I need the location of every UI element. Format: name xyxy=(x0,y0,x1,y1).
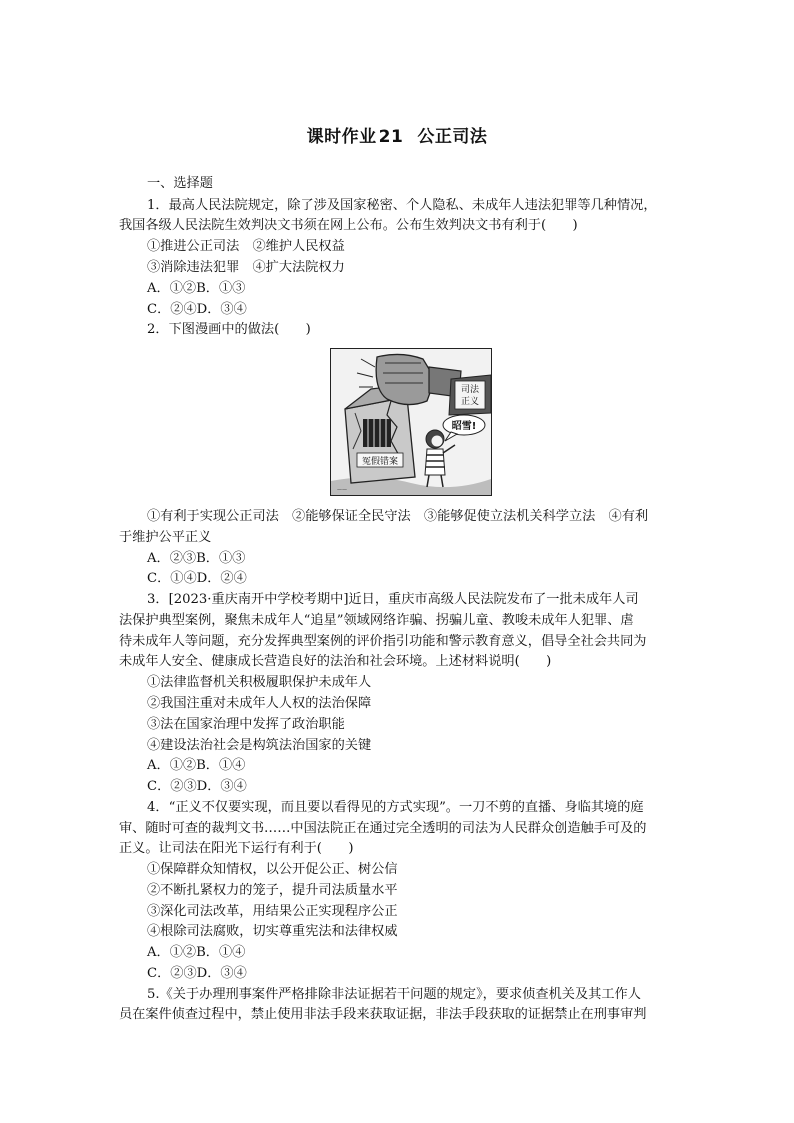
q3-stem-line2: 法保护典型案例，聚焦未成年人“追星”领域网络诈骗、拐骗儿童、教唆未成年人犯罪、虐 xyxy=(119,613,634,628)
q3-stem-line4: 未成年人安全、健康成长营造良好的法治和社会环境。上述材料说明( ) xyxy=(119,654,552,669)
q3-answer-cd: C．②③D．③④ xyxy=(147,779,247,794)
q3-stem-line1: 3．[2023·重庆南开中学校考期中]近日，重庆市高级人民法院发布了一批未成年人司 xyxy=(147,592,639,607)
q4-stem-line2: 审、随时可查的裁判文书……中国法院正在通过完全透明的司法为人民群众创造触手可及的 xyxy=(119,821,647,836)
q4-option-2: ②不断扎紧权力的笼子，提升司法质量水平 xyxy=(147,883,398,898)
svg-text:司法: 司法 xyxy=(460,385,480,395)
q5-stem-line2: 员在案件侦查过程中，禁止使用非法手段来获取证据，非法手段获取的证据禁止在刑事审判 xyxy=(119,1007,647,1022)
q1-stem-line1: 1．最高人民法院规定，除了涉及国家秘密、个人隐私、未成年人违法犯罪等几种情况， xyxy=(147,198,657,213)
q3-option-4: ④建设法治社会是构筑法治国家的关键 xyxy=(147,738,372,753)
cartoon-image xyxy=(330,348,492,496)
q1-option-line1: ①推进公正司法 ②维护人民权益 xyxy=(147,239,345,254)
title-number: 21 xyxy=(378,127,404,147)
q4-stem-line1: 4．“正义不仅要实现，而且要以看得见的方式实现”。一刀不剪的直播、身临其境的庭 xyxy=(147,800,644,815)
title-main: 课时作业 xyxy=(306,127,377,147)
q1-answer-cd: C．②④D．③④ xyxy=(147,302,247,317)
q4-option-3: ③深化司法改革，用结果公正实现程序公正 xyxy=(147,904,398,919)
q2-answer-cd: C．①④D．②④ xyxy=(147,571,247,586)
q3-answer-ab: A．①②B．①④ xyxy=(147,758,246,773)
q2-stem: 2．下图漫画中的做法( ) xyxy=(147,322,311,337)
page-title xyxy=(0,122,794,147)
speech-bubble-text: 昭雪! xyxy=(451,421,477,432)
q2-option-line1: ①有利于实现公正司法 ②能够保证全民守法 ③能够促使立法机关科学立法 ④有利 xyxy=(147,509,649,524)
sleeve-label-illustration xyxy=(449,375,491,415)
section-heading: 一、选择题 xyxy=(147,176,213,191)
title-topic: 公正司法 xyxy=(417,127,488,147)
q4-option-1: ①保障群众知情权，以公开促公正、树公信 xyxy=(147,862,398,877)
q3-option-3: ③法在国家治理中发挥了政治职能 xyxy=(147,717,345,732)
svg-text:——: —— xyxy=(337,487,347,493)
q4-option-4: ④根除司法腐败，切实尊重宪法和法律权威 xyxy=(147,924,398,939)
q1-option-line2: ③消除违法犯罪 ④扩大法院权力 xyxy=(147,260,345,275)
q3-option-2: ②我国注重对未成年人人权的法治保障 xyxy=(147,696,372,711)
q4-answer-ab: A．①②B．①④ xyxy=(147,945,246,960)
svg-text:正义: 正义 xyxy=(460,397,480,407)
q4-stem-line3: 正义。让司法在阳光下运行有利于( ) xyxy=(119,841,354,856)
q2-answer-ab: A．②③B．①③ xyxy=(147,551,246,566)
q2-option-line2: 于维护公平正义 xyxy=(119,530,212,545)
q5-stem-line1: 5.《关于办理刑事案件严格排除非法证据若干问题的规定》，要求侦查机关及其工作人 xyxy=(147,987,641,1002)
q1-stem-line2: 我国各级人民法院生效判决文书须在网上公布。公布生效判决文书有利于( ) xyxy=(119,218,578,233)
building-label: 冤假错案 xyxy=(361,457,399,467)
q1-answer-ab: A．①②B．①③ xyxy=(147,281,246,296)
q3-option-1: ①法律监督机关积极履职保护未成年人 xyxy=(147,675,372,690)
q3-stem-line3: 待未成年人等问题，充分发挥典型案例的评价指引功能和警示教育意义，倡导全社会共同为 xyxy=(119,634,647,649)
q4-answer-cd: C．②③D．③④ xyxy=(147,966,247,981)
